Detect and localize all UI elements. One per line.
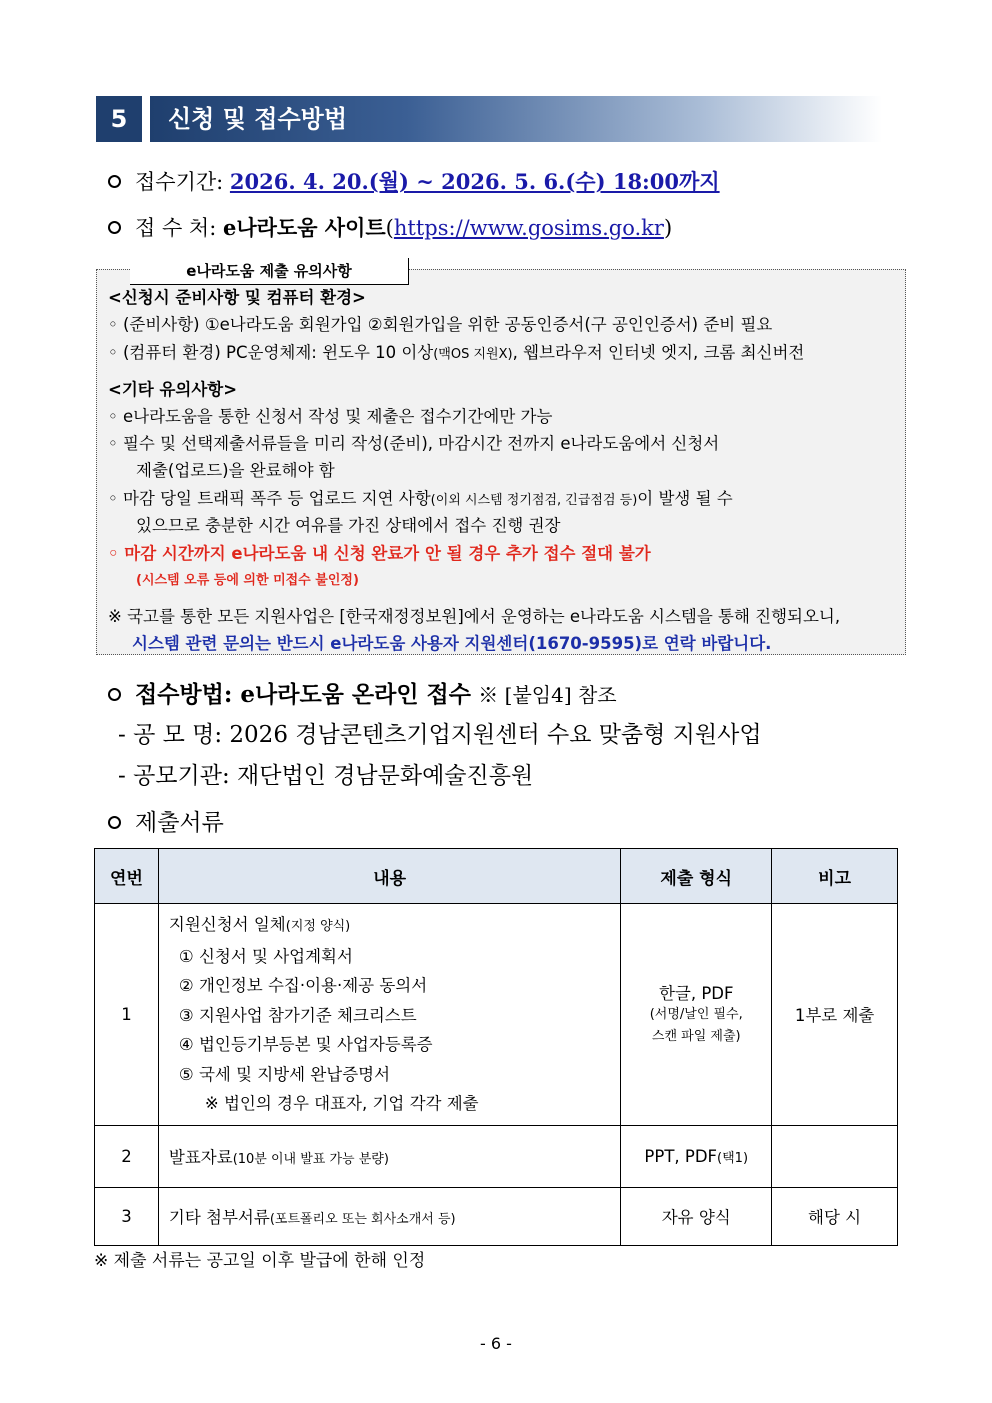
- receiver-close-paren: ): [663, 216, 673, 240]
- section-number: 5: [96, 96, 142, 142]
- row1-remark: 1부로 제출: [772, 904, 898, 1126]
- row1-format-sub2: 스캔 파일 제출): [651, 1029, 741, 1045]
- documents-table: [94, 848, 898, 1246]
- row2-remark: [772, 1125, 898, 1187]
- period-value: 2026. 4. 20.(월) ~ 2026. 5. 6.(수) 18:00까지: [229, 169, 720, 194]
- row2-content: [158, 1125, 620, 1187]
- row2-title-main: 발표자료: [168, 1148, 233, 1167]
- circle-bullet-icon: [108, 688, 121, 701]
- receiver-line: [108, 212, 672, 242]
- row1-item-5: ⑤ 국세 및 지방세 완납증명서: [178, 1064, 391, 1084]
- row3-title-small: (포트폴리오 또는 회사소개서 등): [269, 1212, 456, 1227]
- circle-bullet-icon: [108, 221, 121, 234]
- notice-tab-title: e나라도움 제출 유의사항: [130, 258, 409, 285]
- receiver-label: 접 수 처:: [135, 216, 217, 240]
- notice-etc-item-1: ◦ e나라도움을 통한 신청서 작성 및 제출은 접수기간에만 가능: [108, 407, 553, 426]
- row1-title: [169, 910, 610, 942]
- row1-item-2: ② 개인정보 수집·이용·제공 동의서: [178, 976, 428, 995]
- table-header-row: [95, 849, 898, 904]
- notice-prep-item-2: [108, 339, 804, 363]
- method-line: [108, 676, 617, 709]
- notice-etc-item-3a: [108, 485, 733, 509]
- prep-item-2-small: (맥OS 지원X): [433, 347, 513, 362]
- method-ref: ※ [붙임4] 참조: [478, 683, 617, 707]
- prep-item-2-rest: , 웹브라우저 인터넷 엣지, 크롬 최신버전: [512, 343, 805, 362]
- documents-footnote: ※ 제출 서류는 공고일 이후 발급에 한해 인정: [94, 1251, 426, 1271]
- documents-heading-line: [108, 804, 224, 837]
- row3-content: [158, 1187, 620, 1245]
- row1-item-4: ④ 법인등기부등본 및 사업자등록증: [178, 1035, 433, 1054]
- row1-format-sub1: (서명/날인 필수,: [649, 1007, 743, 1023]
- table-row: [95, 1187, 898, 1245]
- row1-no: 1: [95, 904, 159, 1126]
- section-title: 신청 및 접수방법: [150, 96, 882, 142]
- row1-content: [158, 904, 620, 1126]
- notice-etc-item-2b: 제출(업로드)을 완료해야 함: [136, 461, 335, 480]
- period-line: [108, 166, 720, 196]
- period-label: 접수기간:: [135, 170, 224, 194]
- table-row: [95, 904, 898, 1126]
- notice-etc-item-2a: ◦ 필수 및 선택제출서류들을 미리 작성(준비), 마감시간 전까지 e나라도움에서 신청서: [108, 434, 720, 453]
- etc-3a-small: (이외 시스템 정기점검, 긴급점검 등): [430, 493, 638, 508]
- row2-format: [621, 1125, 772, 1187]
- row1-item-1: ① 신청서 및 사업계획서: [178, 946, 353, 966]
- notice-etc-item-3b: 있으므로 충분한 시간 여유를 가진 상태에서 접수 진행 권장: [136, 516, 561, 535]
- row1-title-main: 지원신청서 일체: [168, 915, 286, 934]
- etc-3a-main: ◦ 마감 당일 트래픽 폭주 등 업로드 지연 사항: [108, 489, 431, 508]
- notice-footer-1: ※ 국고를 통한 모든 지원사업은 [한국재정정보원]에서 운영하는 e나라도움 시스템을 통해 진행되오니,: [108, 607, 841, 626]
- header-content: 내용: [158, 849, 620, 904]
- table-row: [95, 1125, 898, 1187]
- row2-format-small: (택1): [717, 1150, 749, 1166]
- row3-no: 3: [95, 1187, 159, 1245]
- row2-title-small: (10분 이내 발표 가능 분량): [232, 1152, 389, 1167]
- header-remark: 비고: [772, 849, 898, 904]
- row3-title-main: 기타 첨부서류: [168, 1208, 270, 1227]
- header-format: 제출 형식: [621, 849, 772, 904]
- notice-warning-note: (시스템 오류 등에 의한 미접수 불인정): [136, 573, 359, 588]
- contest-org: - 공모기관: 재단법인 경남문화예술진흥원: [118, 763, 534, 789]
- prep-item-2-main: ◦ (컴퓨터 환경) PC운영체제: 윈도우 10 이상: [108, 343, 434, 362]
- row2-format-main: PPT, PDF: [644, 1146, 718, 1166]
- row1-format-main: 한글, PDF: [658, 984, 734, 1004]
- row1-format: [621, 904, 772, 1126]
- row1-note: ※ 법인의 경우 대표자, 기업 각각 제출: [204, 1094, 479, 1113]
- row2-no: 2: [95, 1125, 159, 1187]
- contest-name: - 공 모 명: 2026 경남콘텐츠기업지원센터 수요 맞춤형 지원사업: [118, 722, 762, 748]
- row3-remark: 해당 시: [772, 1187, 898, 1245]
- etc-3a-rest: 이 발생 될 수: [637, 489, 733, 508]
- notice-warning: ◦ 마감 시간까지 e나라도움 내 신청 완료가 안 될 경우 추가 접수 절대 불가: [108, 544, 651, 563]
- receiver-open-paren: (: [385, 216, 394, 240]
- circle-bullet-icon: [108, 175, 121, 188]
- row3-format: 자유 양식: [621, 1187, 772, 1245]
- row1-item-3: ③ 지원사업 참가기준 체크리스트: [178, 1005, 417, 1025]
- notice-footer-2: 시스템 관련 문의는 반드시 e나라도움 사용자 지원센터(1670-9595)로 연락 바랍니다.: [132, 634, 772, 653]
- receiver-site: e나라도움 사이트: [222, 215, 386, 240]
- notice-etc-heading: <기타 유의사항>: [108, 380, 238, 399]
- documents-heading: 제출서류: [135, 810, 224, 836]
- header-no: 연번: [95, 849, 159, 904]
- page-number: - 6 -: [480, 1334, 512, 1353]
- notice-prep-heading: <신청시 준비사항 및 컴퓨터 환경>: [108, 288, 366, 307]
- circle-bullet-icon: [108, 816, 121, 829]
- notice-prep-item-1: ◦ (준비사항) ①e나라도움 회원가입 ②회원가입을 위한 공동인증서(구 공인인증서) 준비 필요: [108, 315, 773, 334]
- receiver-url-link[interactable]: https://www.gosims.go.kr: [393, 216, 664, 240]
- method-label: 접수방법: e나라도움 온라인 접수: [135, 681, 471, 708]
- row1-title-small: (지정 양식): [285, 919, 351, 934]
